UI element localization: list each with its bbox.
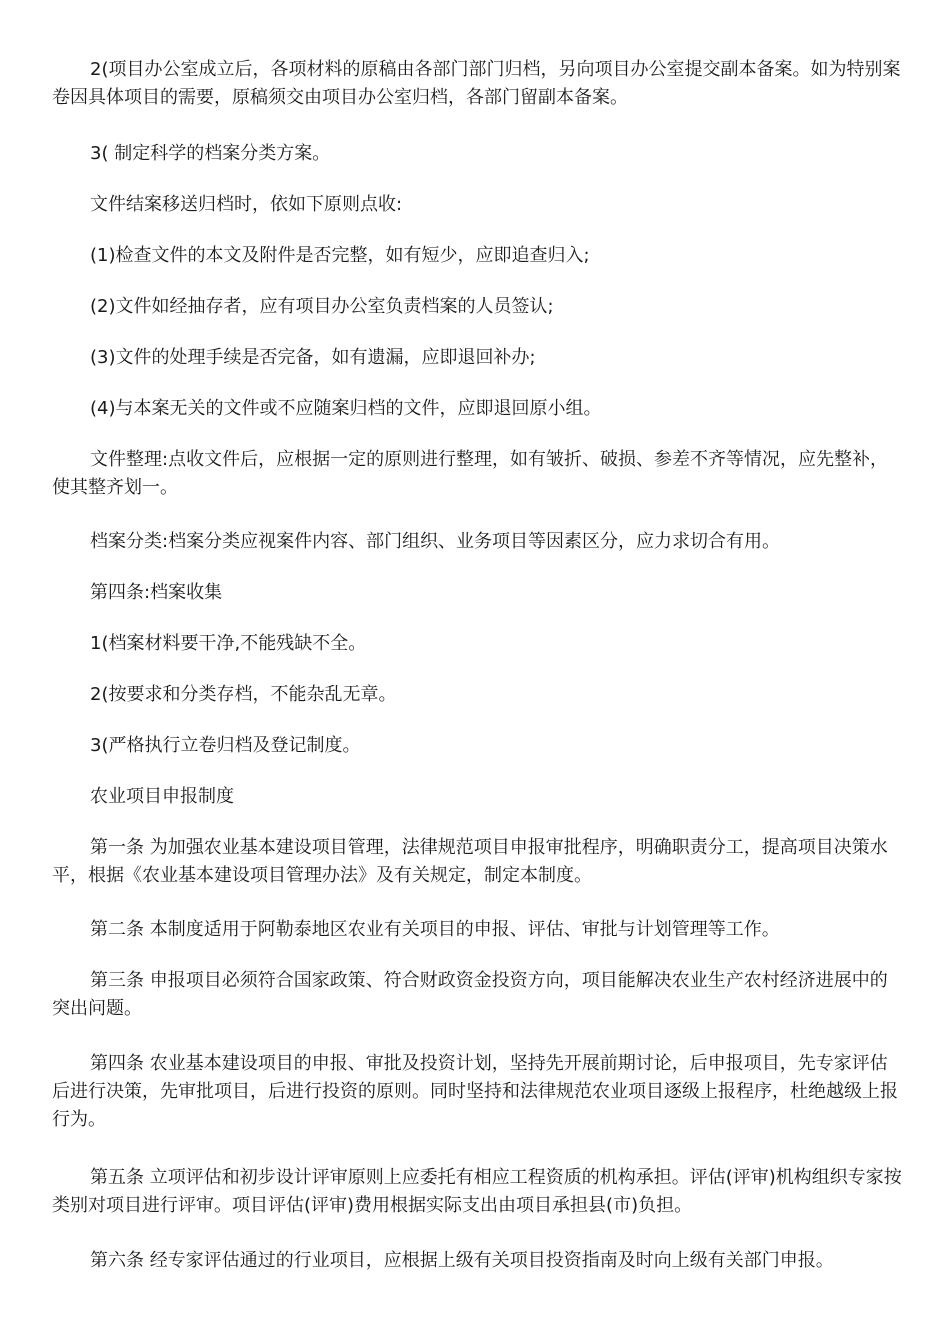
article-2: 第二条 本制度适用于阿勒泰地区农业有关项目的申报、评估、审批与计划管理等工作。 (90, 919, 780, 940)
list-item-check-2: (2)文件如经抽存者，应有项目办公室负责档案的人员签认; (90, 296, 554, 317)
paragraph-checkin-principles: 文件结案移送归档时，依如下原则点收: (90, 194, 403, 215)
article-heading-archive-collection: 第四条:档案收集 (90, 582, 223, 603)
article-3: 第三条 申报项目必须符合国家政策、符合财政资金投资方向，项目能解决农业生产农村经济进展中的突出问题。 (52, 970, 888, 1019)
paragraph-classification-scheme: 3( 制定科学的档案分类方案。 (90, 143, 331, 164)
article-5: 第五条 立项评估和初步设计评审原则上应委托有相应工程资质的机构承担。评估(评审)机构组织专家按类别对项目进行评审。项目评估(评审)费用根据实际支出由项目承担县(市)负担。 (52, 1167, 902, 1216)
list-item-collection-2: 2(按要求和分类存档，不能杂乱无章。 (90, 684, 397, 705)
paragraph-file-organization: 文件整理:点收文件后，应根据一定的原则进行整理，如有皱折、破损、参差不齐等情况，应先整补，使其整齐划一。 (52, 449, 889, 498)
list-item-check-3: (3)文件的处理手续是否完备，如有遗漏，应即退回补办; (90, 347, 536, 368)
article-6: 第六条 经专家评估通过的行业项目，应根据上级有关项目投资指南及时向上级有关部门申报。 (90, 1250, 834, 1271)
paragraph-archive-classification: 档案分类:档案分类应视案件内容、部门组织、业务项目等因素区分，应力求切合有用。 (90, 531, 781, 552)
article-1: 第一条 为加强农业基本建设项目管理，法律规范项目申报审批程序，明确职责分工，提高项目决策水平，根据《农业基本建设项目管理办法》及有关规定，制定本制度。 (52, 837, 888, 886)
list-item-collection-1: 1(档案材料要干净,不能残缺不全。 (90, 633, 367, 654)
list-item-check-1: (1)检查文件的本文及附件是否完整，如有短少，应即追查归入; (90, 245, 590, 266)
section-title: 农业项目申报制度 (90, 786, 234, 807)
list-item-check-4: (4)与本案无关的文件或不应随案归档的文件，应即退回原小组。 (90, 398, 602, 419)
article-4: 第四条 农业基本建设项目的申报、审批及投资计划，坚持先开展前期讨论，后申报项目，先专家评估后进行决策，先审批项目，后进行投资的原则。同时坚持和法律规范农业项目逐级上报程序，杜绝越级上报行为。 (52, 1053, 898, 1130)
paragraph-archive-submission: 2(项目办公室成立后，各项材料的原稿由各部门部门归档，另向项目办公室提交副本备案。如为特别案卷因具体项目的需要，原稿须交由项目办公室归档，各部门留副本备案。 (52, 59, 901, 108)
list-item-collection-3: 3(严格执行立卷归档及登记制度。 (90, 735, 361, 756)
